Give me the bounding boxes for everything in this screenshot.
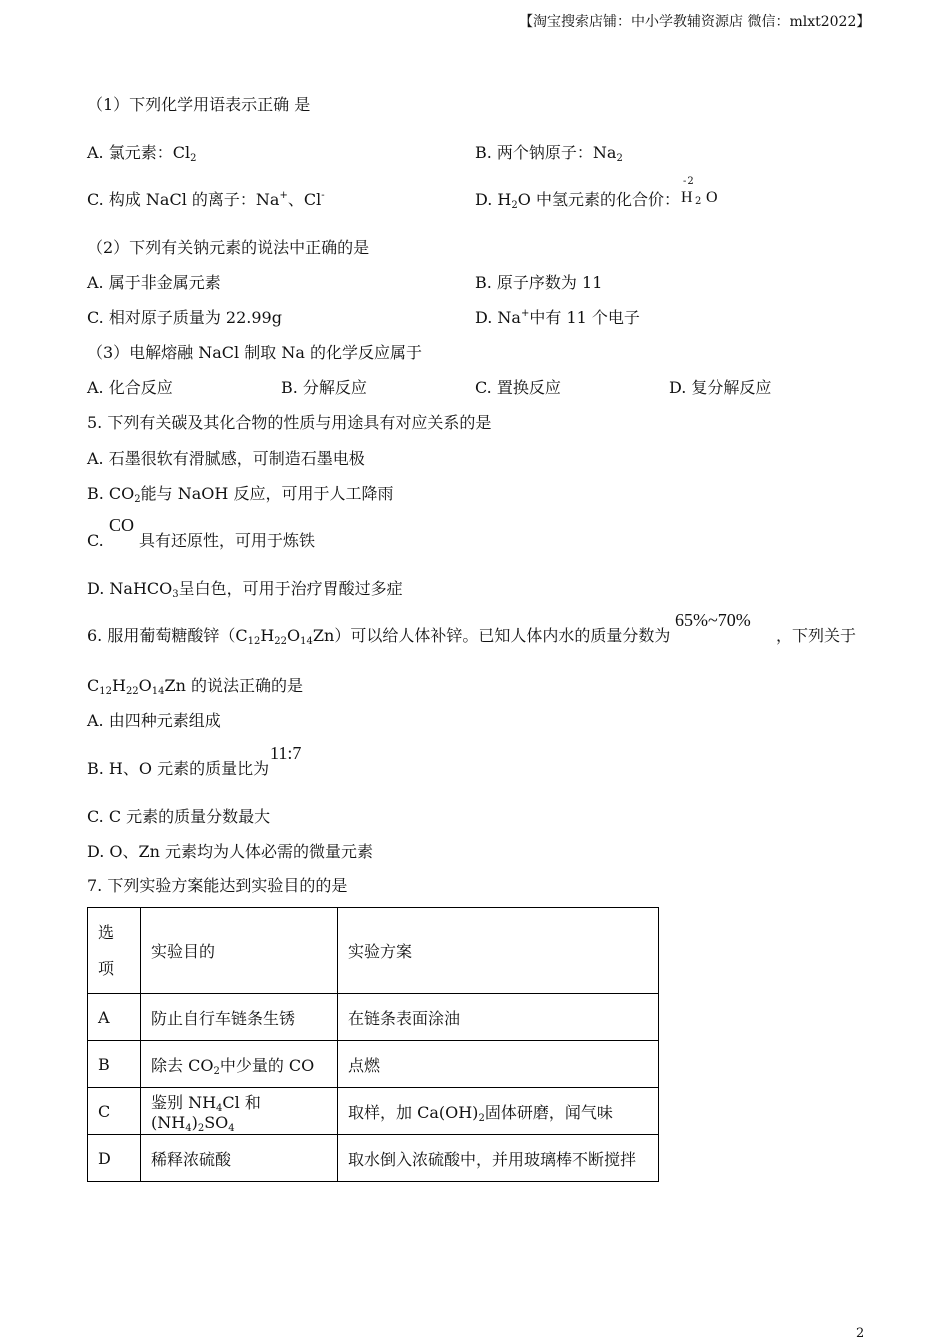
q2-option-b: B. 原子序数为 11 [475,273,603,292]
q5-option-c-formula: CO [109,515,135,535]
row-plan [338,1088,659,1135]
q6-line2-o: O [138,676,152,695]
q1-stem: （1）下列化学用语表示正确 是 [87,95,311,114]
table-row [88,1041,659,1088]
superscript: + [520,308,530,319]
subscript: 4 [216,1103,223,1114]
q3-option-c: C. 置换反应 [475,378,561,397]
q6-stem-o: O [287,626,301,645]
superscript: + [279,190,288,201]
purpose-text2: 中少量的 CO [219,1055,315,1075]
subscript: 2 [197,1123,205,1134]
q1-option-c-text: C. 构成 NaCl 的离子：Na [87,190,280,209]
plan-text2: 固体研磨，闻气味 [484,1102,613,1122]
valence-formula [681,176,731,208]
q1-option-c [87,190,325,209]
subscript: 4 [185,1123,192,1134]
header-option-1: 选 [98,922,115,942]
subscript: 2 [134,494,141,505]
page-header: 【淘宝搜索店铺：中小学教辅资源店 微信：mlxt2022】 [519,14,871,30]
subscript: 12 [99,686,112,697]
valence-o: O [706,189,718,206]
q2-option-a: A. 属于非金属元素 [87,273,221,292]
row-plan: 点燃 [338,1041,659,1088]
q1-option-c-text2: 、Cl [287,190,322,209]
row-purpose [141,1041,338,1088]
q5-option-d [87,579,403,598]
q5-option-a: A. 石墨很软有滑腻感，可制造石墨电极 [87,449,365,468]
subscript: 22 [274,636,288,647]
q3-option-d: D. 复分解反应 [669,378,772,397]
subscript: 14 [151,686,165,697]
q6-stem-h: H [260,626,275,645]
q6-range: 65%~70% [675,610,751,630]
q2-option-d-text: D. Na [475,308,521,327]
q1-option-a-text: A. 氯元素：Cl [87,143,191,162]
q7-stem: 7. 下列实验方案能达到实验目的的是 [87,876,348,895]
header-option [88,908,141,994]
q6-option-a: A. 由四种元素组成 [87,711,221,730]
row-purpose [141,1088,338,1135]
purpose-text3: ) [191,1113,198,1132]
valence-value: -2 [683,176,695,187]
q6-line2-c: C [87,676,100,695]
subscript: 14 [300,636,313,647]
q2-option-c: C. 相对原子质量为 22.99g [87,308,282,327]
subscript: 2 [616,153,623,164]
subscript: 2 [190,153,197,164]
q6-option-b-ratio: 11:7 [270,743,302,763]
page-number: 2 [856,1326,865,1341]
row-purpose: 稀释浓硫酸 [141,1135,338,1182]
q5-option-d-text2: 呈白色，可用于治疗胃酸过多症 [178,579,403,598]
valence-h: H [681,189,693,206]
q1-option-d [475,190,680,209]
q3-option-b: B. 分解反应 [281,378,367,397]
superscript: - [321,190,325,201]
q6-line2-text: Zn 的说法正确的是 [164,676,304,695]
purpose-text2: Cl 和(NH [151,1093,261,1132]
subscript: 22 [125,686,139,697]
q2-option-d [475,308,640,327]
q1-option-d-text2: O 中氢元素的化合价： [517,190,680,209]
q2-stem: （2）下列有关钠元素的说法中正确的是 [87,238,370,257]
purpose-text: 鉴别 NH [151,1093,217,1112]
row-purpose: 防止自行车链条生锈 [141,994,338,1041]
q1-option-b-text: B. 两个钠原子：Na [475,143,617,162]
q6-stem [87,626,670,645]
q6-stem-text2: Zn）可以给人体补锌。已知人体内水的质量分数为 [312,626,671,645]
q5-option-b-text2: 能与 NaOH 反应，可用于人工降雨 [140,484,394,503]
subscript: 12 [247,636,261,647]
table-row [88,994,659,1041]
row-plan: 在链条表面涂油 [338,994,659,1041]
header-option-2: 项 [98,958,115,978]
q5-option-b-text: B. CO [87,484,135,503]
purpose-text4: SO [204,1113,229,1132]
q2-option-d-text2: 中有 11 个电子 [529,308,640,327]
q5-option-d-text: D. NaHCO [87,579,173,598]
q6-option-c: C. C 元素的质量分数最大 [87,807,271,826]
q3-option-a: A. 化合反应 [87,378,173,397]
q6-stem-line2 [87,676,303,695]
row-option: C [88,1088,141,1135]
q5-option-c-label: C. [87,531,104,550]
q5-option-c-text: 具有还原性，可用于炼铁 [139,531,316,550]
subscript: 3 [172,589,179,600]
table-row [88,1088,659,1135]
subscript: 4 [228,1123,235,1134]
q6-stem-text: 6. 服用葡萄糖酸锌（C [87,626,248,645]
q1-option-d-text: D. H [475,190,512,209]
purpose-text: 除去 CO [151,1055,214,1075]
q1-option-a [87,143,196,162]
q5-stem: 5. 下列有关碳及其化合物的性质与用途具有对应关系的是 [87,413,492,432]
header-purpose: 实验目的 [141,908,338,994]
table-header-row [88,908,659,994]
table-row [88,1135,659,1182]
experiment-table [87,907,659,1182]
row-option: A [88,994,141,1041]
row-option: B [88,1041,141,1088]
row-plan: 取水倒入浓硫酸中，并用玻璃棒不断搅拌 [338,1135,659,1182]
q6-line2-h: H [111,676,126,695]
q6-option-d: D. O、Zn 元素均为人体必需的微量元素 [87,842,374,861]
q6-stem-end: ，下列关于 [776,626,857,645]
plan-text: 取样，加 Ca(OH) [348,1102,479,1122]
subscript: 2 [478,1112,485,1124]
row-option: D [88,1135,141,1182]
subscript: 2 [511,200,518,211]
q1-option-b [475,143,623,162]
subscript: 2 [213,1065,220,1077]
header-plan: 实验方案 [338,908,659,994]
q6-option-b: B. H、O 元素的质量比为 [87,759,270,778]
valence-h-sub: 2 [695,196,702,207]
q3-stem: （3）电解熔融 NaCl 制取 Na 的化学反应属于 [87,343,422,362]
q5-option-b [87,484,393,503]
